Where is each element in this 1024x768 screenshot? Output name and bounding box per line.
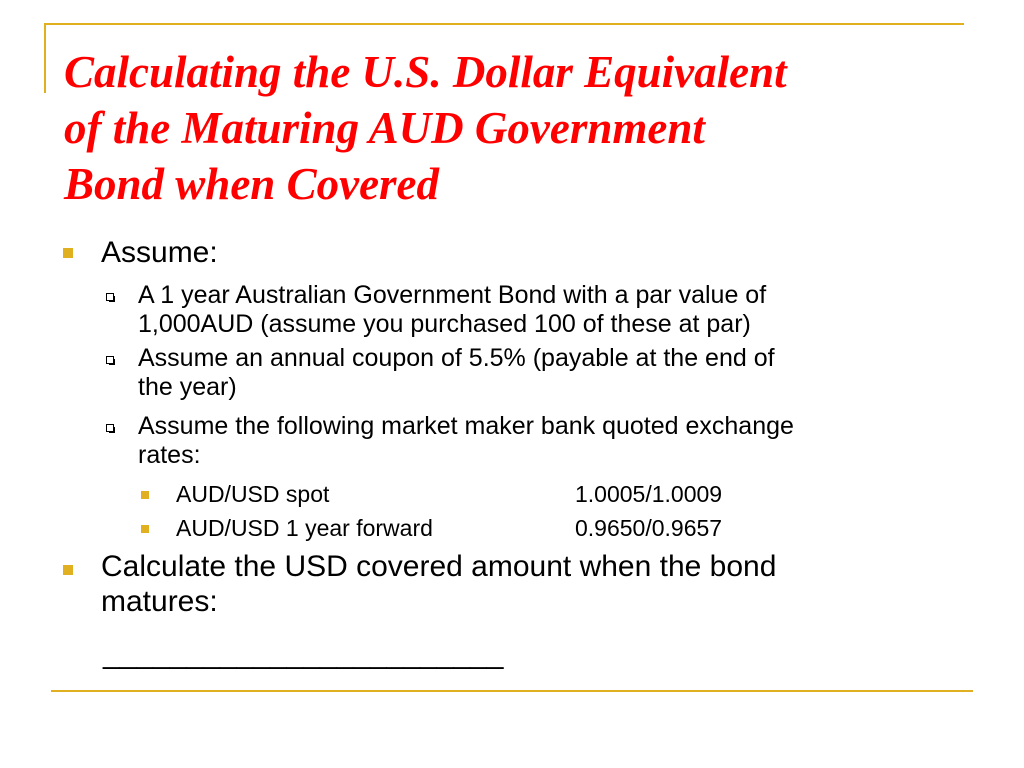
rate-value: 0.9650/0.9657 <box>575 515 723 541</box>
small-filled-square-icon <box>141 491 149 499</box>
hollow-square-icon <box>106 424 114 432</box>
sub-bullet-line: Assume the following market maker bank quoted exchange <box>138 412 794 440</box>
answer-blank: ________________________ <box>103 637 504 670</box>
rate-label: AUD/USD spot <box>176 481 330 507</box>
small-filled-square-icon <box>141 525 149 533</box>
sub-bullet-line: the year) <box>138 373 237 401</box>
sub-bullet-line: 1,000AUD (assume you purchased 100 of these at par) <box>138 310 751 338</box>
sub-bullet-line: rates: <box>138 441 201 469</box>
sub-bullet-line: A 1 year Australian Government Bond with a par value of <box>138 281 767 309</box>
bullet-calculate-line: Calculate the USD covered amount when the bond <box>101 550 777 583</box>
bullet-calculate-line: matures: <box>101 585 218 618</box>
hollow-square-icon <box>106 356 114 364</box>
title-line: Bond when Covered <box>64 159 440 209</box>
sub-bullet-line: Assume an annual coupon of 5.5% (payable at the end of <box>138 344 775 372</box>
title-line: Calculating the U.S. Dollar Equivalent <box>64 47 787 97</box>
rate-label: AUD/USD 1 year forward <box>176 515 433 541</box>
hollow-square-icon <box>106 293 114 301</box>
rate-value: 1.0005/1.0009 <box>575 481 723 507</box>
title-line: of the Maturing AUD Government <box>64 103 705 153</box>
filled-square-icon <box>63 565 73 575</box>
bullet-assume: Assume: <box>101 236 218 269</box>
filled-square-icon <box>63 248 73 258</box>
